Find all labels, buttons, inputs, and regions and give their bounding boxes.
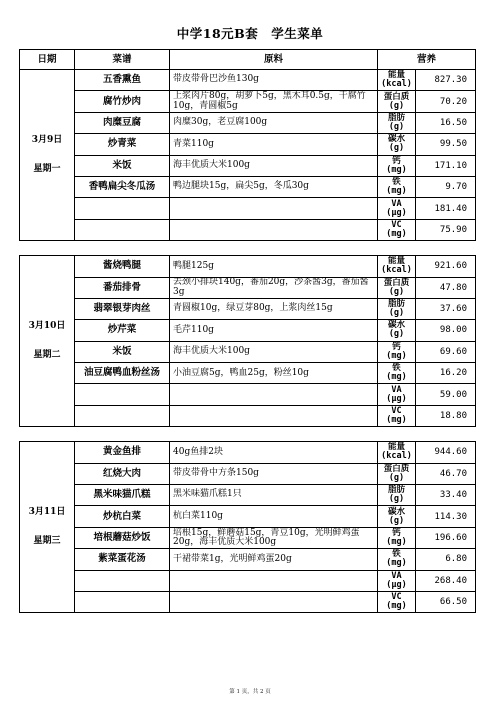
dish-ingredients: 毛芹110g <box>170 320 378 341</box>
header-ingredients: 原料 <box>170 50 378 70</box>
dish-ingredients: 上浆肉片80g，胡萝卜5g，黑木耳0.5g，干腐竹10g，青圆椒5g <box>170 91 378 112</box>
table-row <box>20 298 476 319</box>
dish-ingredients: 鸭腿125g <box>170 256 378 277</box>
table-row <box>20 91 476 112</box>
nutrition-value: 99.50 <box>416 134 476 155</box>
nutrition-value: 944.60 <box>416 442 476 463</box>
nutrition-label: VC (mg) <box>378 591 416 612</box>
nutrition-label: 铁 (mg) <box>378 363 416 384</box>
dish-name: 腐竹炒肉 <box>75 91 170 112</box>
table-header-row <box>20 50 476 70</box>
dish-name <box>75 198 170 219</box>
nutrition-label: 钙 (mg) <box>378 527 416 548</box>
dish-ingredients <box>170 198 378 219</box>
table-row <box>20 134 476 155</box>
table-row <box>20 363 476 384</box>
nutrition-label: 能量 (kcal) <box>378 256 416 277</box>
dish-name: 红烧大肉 <box>75 463 170 484</box>
dish-name: 米饭 <box>75 155 170 176</box>
dish-name: 黄金鱼排 <box>75 442 170 463</box>
table-row <box>20 485 476 506</box>
nutrition-value: 171.10 <box>416 155 476 176</box>
nutrition-value: 98.00 <box>416 320 476 341</box>
nutrition-label: 蛋白质 (g) <box>378 277 416 298</box>
table-row <box>20 256 476 277</box>
table-row <box>20 506 476 527</box>
table-row <box>20 155 476 176</box>
dish-name: 黑米味猫爪糕 <box>75 485 170 506</box>
day-date: 3月11日 <box>28 507 66 518</box>
nutrition-value: 114.30 <box>416 506 476 527</box>
dish-name <box>75 405 170 426</box>
dish-name: 炒芹菜 <box>75 320 170 341</box>
nutrition-value: 66.50 <box>416 591 476 612</box>
table-row <box>20 198 476 219</box>
table-row <box>20 549 476 570</box>
table-row <box>20 219 476 240</box>
header-date: 日期 <box>20 50 75 70</box>
dish-ingredients: 青圆椒10g，绿豆芽80g，上浆肉丝15g <box>170 298 378 319</box>
table-row <box>20 405 476 426</box>
nutrition-label: VA (μg) <box>378 198 416 219</box>
dish-name: 香鸭扁尖冬瓜汤 <box>75 176 170 197</box>
nutrition-label: 钙 (mg) <box>378 341 416 362</box>
dish-name: 培根蘑菇炒饭 <box>75 527 170 548</box>
table-row <box>20 527 476 548</box>
day-date-cell <box>20 70 75 241</box>
nutrition-label: 碳水 (g) <box>378 506 416 527</box>
dish-name <box>75 570 170 591</box>
day-spacer <box>20 241 476 256</box>
dish-name: 酱烧鸭腿 <box>75 256 170 277</box>
table-row <box>20 591 476 612</box>
dish-name: 米饭 <box>75 341 170 362</box>
page-title: 中学18元B套 学生菜单 <box>176 26 324 41</box>
nutrition-value: 59.00 <box>416 384 476 405</box>
nutrition-label: 脂肪 (g) <box>378 298 416 319</box>
dish-ingredients: 干裙带菜1g，光明鲜鸡蛋20g <box>170 549 378 570</box>
table-row <box>20 277 476 298</box>
nutrition-value: 69.60 <box>416 341 476 362</box>
day-weekday: 星期三 <box>33 536 61 547</box>
day-weekday: 星期一 <box>33 164 61 175</box>
nutrition-value: 33.40 <box>416 485 476 506</box>
nutrition-value: 47.80 <box>416 277 476 298</box>
dish-ingredients: 带皮带骨中方条150g <box>170 463 378 484</box>
dish-ingredients: 带皮带骨巴沙鱼130g <box>170 70 378 91</box>
nutrition-value: 9.70 <box>416 176 476 197</box>
dish-ingredients: 培根15g，鲜蘑菇15g，青豆10g，光明鲜鸡蛋20g，海丰优质大米100g <box>170 527 378 548</box>
nutrition-label: 脂肪 (g) <box>378 485 416 506</box>
nutrition-label: 碳水 (g) <box>378 134 416 155</box>
dish-name: 紫菜蛋花汤 <box>75 549 170 570</box>
day-date-cell <box>20 442 75 613</box>
table-row <box>20 112 476 133</box>
nutrition-value: 70.20 <box>416 91 476 112</box>
nutrition-value: 37.60 <box>416 298 476 319</box>
nutrition-value: 827.30 <box>416 70 476 91</box>
dish-ingredients <box>170 570 378 591</box>
table-row <box>20 70 476 91</box>
nutrition-value: 16.20 <box>416 363 476 384</box>
dish-ingredients: 去颈小排块140g，番茄20g，沙茶酱3g，番茄酱3g <box>170 277 378 298</box>
dish-ingredients: 40g鱼排2块 <box>170 442 378 463</box>
dish-ingredients <box>170 591 378 612</box>
header-nutrition: 营养 <box>378 50 476 70</box>
header-dish: 菜谱 <box>75 50 170 70</box>
nutrition-label: VC (mg) <box>378 219 416 240</box>
nutrition-value: 196.60 <box>416 527 476 548</box>
dish-ingredients: 杭白菜110g <box>170 506 378 527</box>
table-row <box>20 320 476 341</box>
nutrition-label: 碳水 (g) <box>378 320 416 341</box>
dish-ingredients: 肉糜30g，老豆腐100g <box>170 112 378 133</box>
nutrition-label: VA (μg) <box>378 570 416 591</box>
table-row <box>20 570 476 591</box>
dish-ingredients <box>170 219 378 240</box>
dish-name: 炒杭白菜 <box>75 506 170 527</box>
nutrition-value: 75.90 <box>416 219 476 240</box>
dish-name <box>75 384 170 405</box>
dish-ingredients <box>170 405 378 426</box>
nutrition-value: 18.80 <box>416 405 476 426</box>
dish-name: 炒青菜 <box>75 134 170 155</box>
nutrition-label: 蛋白质 (g) <box>378 463 416 484</box>
dish-name: 翡翠银芽肉丝 <box>75 298 170 319</box>
menu-table <box>19 49 476 613</box>
dish-name: 番茄排骨 <box>75 277 170 298</box>
table-row <box>20 176 476 197</box>
dish-ingredients <box>170 384 378 405</box>
day-weekday: 星期二 <box>33 350 61 361</box>
dish-name: 五香熏鱼 <box>75 70 170 91</box>
dish-ingredients: 海丰优质大米100g <box>170 155 378 176</box>
nutrition-label: 能量 (kcal) <box>378 442 416 463</box>
table-row <box>20 442 476 463</box>
nutrition-label: 钙 (mg) <box>378 155 416 176</box>
page-footer: 第 1 页，共 2 页 <box>229 689 271 695</box>
day-date: 3月10日 <box>28 321 66 332</box>
nutrition-label: 铁 (mg) <box>378 549 416 570</box>
nutrition-value: 46.70 <box>416 463 476 484</box>
day-date: 3月9日 <box>31 135 63 146</box>
nutrition-label: VC (mg) <box>378 405 416 426</box>
table-row <box>20 384 476 405</box>
table-row <box>20 341 476 362</box>
dish-name <box>75 591 170 612</box>
nutrition-value: 268.40 <box>416 570 476 591</box>
nutrition-label: 能量 (kcal) <box>378 70 416 91</box>
nutrition-value: 6.80 <box>416 549 476 570</box>
nutrition-label: 铁 (mg) <box>378 176 416 197</box>
dish-ingredients: 鸭边腿块15g，扁尖5g，冬瓜30g <box>170 176 378 197</box>
table-row <box>20 463 476 484</box>
dish-name: 肉糜豆腐 <box>75 112 170 133</box>
nutrition-value: 16.50 <box>416 112 476 133</box>
dish-ingredients: 小油豆腐5g，鸭血25g，粉丝10g <box>170 363 378 384</box>
nutrition-label: 蛋白质 (g) <box>378 91 416 112</box>
nutrition-label: VA (μg) <box>378 384 416 405</box>
dish-name <box>75 219 170 240</box>
dish-name: 油豆腐鸭血粉丝汤 <box>75 363 170 384</box>
nutrition-value: 921.60 <box>416 256 476 277</box>
dish-ingredients: 海丰优质大米100g <box>170 341 378 362</box>
day-date-cell <box>20 256 75 427</box>
dish-ingredients: 黑米味猫爪糕1只 <box>170 485 378 506</box>
nutrition-value: 181.40 <box>416 198 476 219</box>
nutrition-label: 脂肪 (g) <box>378 112 416 133</box>
day-spacer <box>20 427 476 442</box>
dish-ingredients: 青菜110g <box>170 134 378 155</box>
